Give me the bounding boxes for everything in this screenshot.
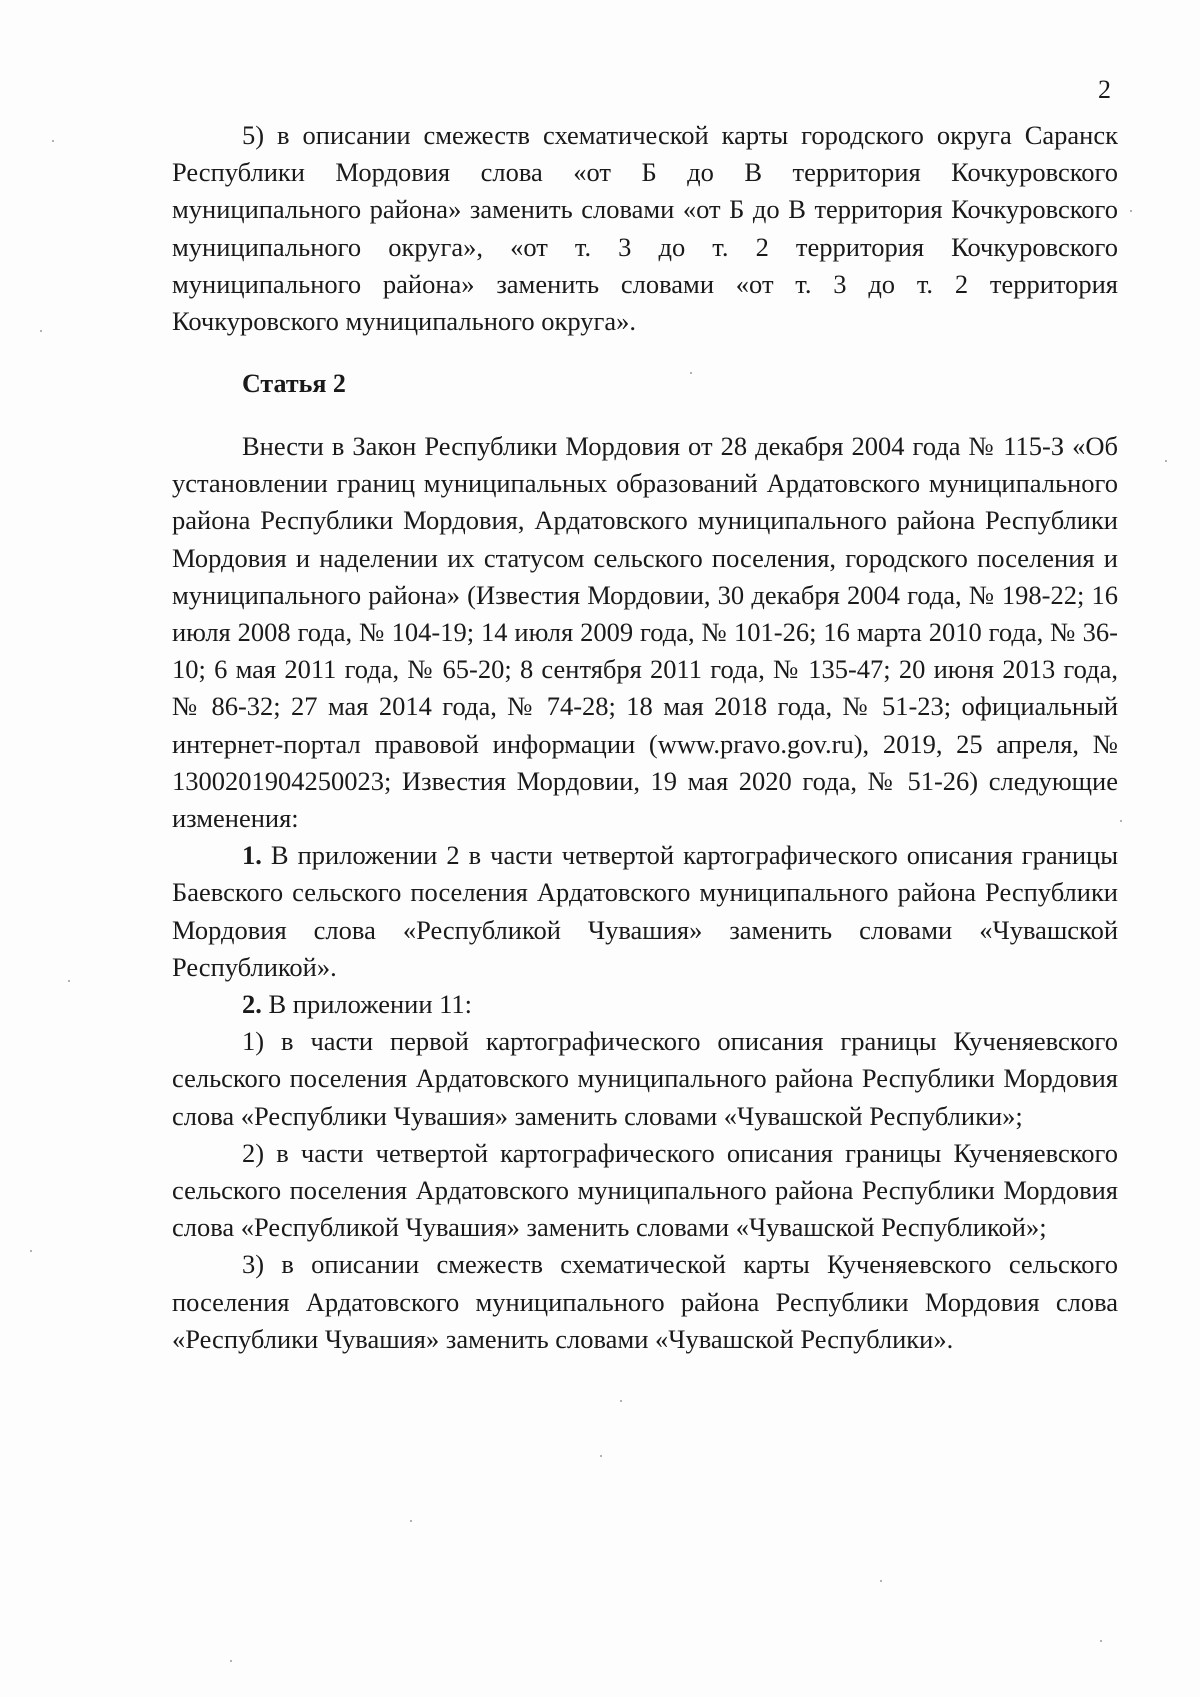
scan-speck [1120, 820, 1122, 822]
paragraph-5-block [172, 117, 1118, 340]
item-2-number: 2. [242, 989, 262, 1020]
scan-speck [600, 1455, 602, 1457]
article-2-section [172, 366, 1118, 1358]
scan-speck [230, 1660, 232, 1662]
scan-speck [1130, 210, 1132, 212]
page-number: 2 [1098, 75, 1111, 104]
scan-speck [40, 330, 42, 332]
scan-speck [52, 140, 54, 142]
subitem-1-paragraph: 1) в части первой картографического описания границы Кученяевского сельского поселения Ардатовского муниципального района Республики Мордовия слова «Республики Чувашия» заменить словами «Чувашской Республики»; [172, 1026, 1118, 1131]
subitem-3-paragraph: 3) в описании смежеств схематической карты Кученяевского сельского поселения Ардатовского муниципального района Республики Мордовия слова «Республики Чувашия» заменить словами «Чувашской Республики». [172, 1249, 1118, 1354]
article-intro-paragraph: Внести в Закон Республики Мордовия от 28 декабря 2004 года № 115-З «Об установлении границ муниципальных образований Ардатовского муниципального района Республики Мордовия, Ардатовского муниципального района Республики Мордовия и наделении их статусом сельского поселения, городского поселения и муниципального района» (Известия Мордовии, 30 декабря 2004 года, № 198-22; 16 июля 2008 года, № 104-19; 14 июля 2009 года, № 101-26; 16 марта 2010 года, № 36-10; 6 мая 2011 года, № 65-20; 8 сентября 2011 года, № 135-47; 20 июня 2013 года, № 86-32; 27 мая 2014 года, № 74-28; 18 мая 2018 года, № 51-23; официальный интернет-портал правовой информации (www.pravo.gov.ru), 2019, 25 апреля, № 1300201904250023; Известия Мордовии, 19 мая 2020 года, № 51-26) следующие изменения: [172, 431, 1118, 834]
item-2-text: В приложении 11: [268, 989, 472, 1020]
item-1-text: В приложении 2 в части четвертой картографического описания границы Баевского сельского поселения Ардатовского муниципального района Республики Мордовия слова «Республикой Чувашия» заменить словами «Чувашской Республикой». [172, 840, 1119, 982]
subitem-2-paragraph: 2) в части четвертой картографического описания границы Кученяевского сельского поселения Ардатовского муниципального района Республики Мордовия слова «Республикой Чувашия» заменить словами «Чувашской Республикой»; [172, 1137, 1118, 1243]
scan-speck [410, 1520, 412, 1522]
scan-speck [30, 1250, 32, 1252]
scan-speck [68, 980, 70, 982]
scan-speck [620, 1400, 622, 1402]
scan-speck [1165, 460, 1167, 462]
item-1-number: 1. [242, 840, 262, 871]
scan-speck [690, 372, 692, 374]
scan-speck [1100, 1640, 1102, 1642]
paragraph-5: 5) в описании смежеств схематической карты городского округа Саранск Республики Мордовия слова «от Б до В территория Кочкуровского муниципального района» заменить словами «от Б до В территория Кочкуровского муниципального округа», «от т. 3 до т. 2 территория Кочкуровского муниципального района» заменить словами «от т. 3 до т. 2 территория Кочкуровского муниципального округа». [172, 120, 1118, 337]
article-heading: Статья 2 [242, 369, 346, 398]
item-1-paragraph [172, 837, 1118, 986]
scan-speck [880, 1580, 882, 1582]
item-2-paragraph [172, 986, 1118, 1023]
